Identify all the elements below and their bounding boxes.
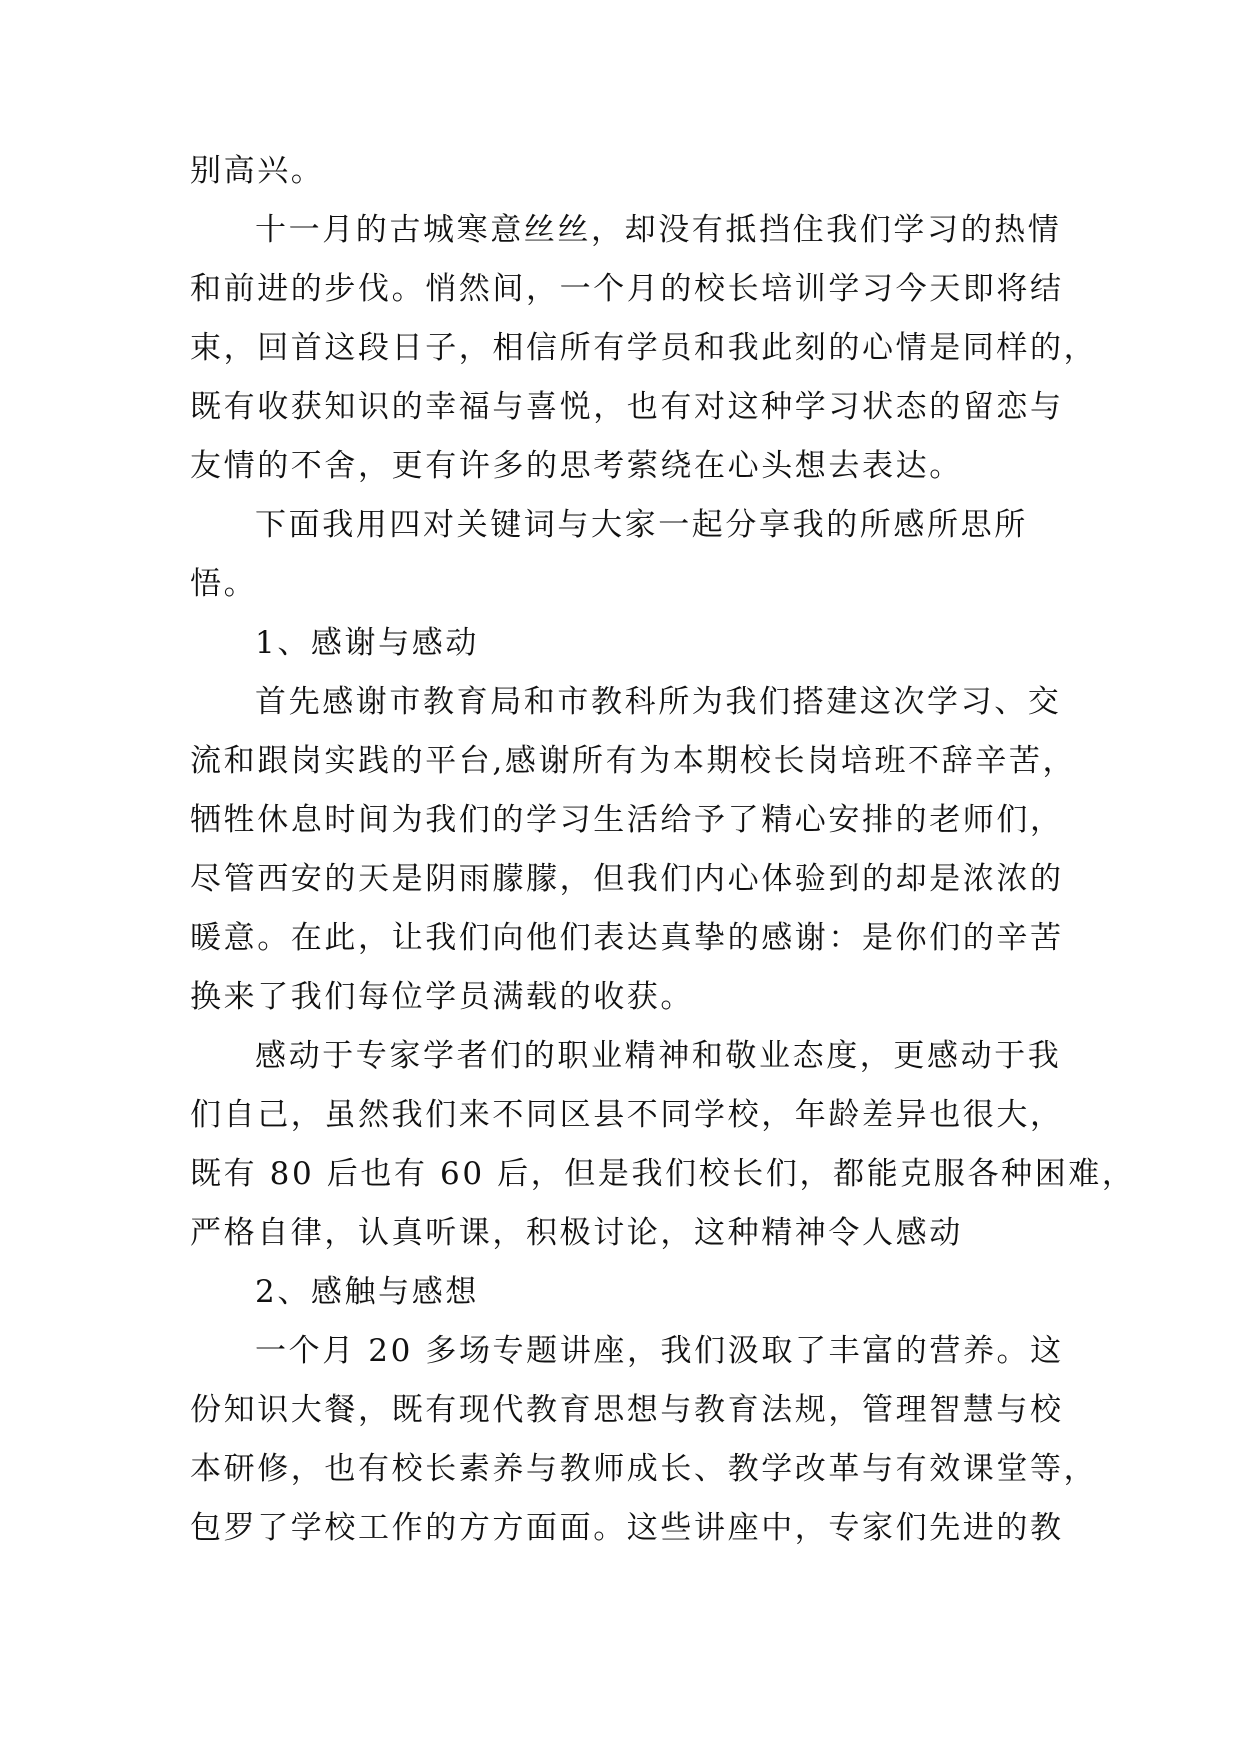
text-line-12: 牺牲休息时间为我们的学习生活给予了精心安排的老师们， [190, 802, 1064, 838]
text-line-23: 本研修，也有校长素养与教师成长、教学改革与有效课堂等， [190, 1451, 1098, 1487]
section-heading-2: 2、感触与感想 [255, 1274, 479, 1310]
text-line-24: 包罗了学校工作的方方面面。这些讲座中，专家们先进的教 [190, 1510, 1064, 1546]
text-line-16: 感动于专家学者们的职业精神和敬业态度，更感动于我 [255, 1038, 1062, 1074]
text-line-4: 束，回首这段日子，相信所有学员和我此刻的心情是同样的， [190, 330, 1098, 366]
text-line-13: 尽管西安的天是阴雨朦朦，但我们内心体验到的却是浓浓的 [190, 861, 1064, 897]
text-line-11: 流和跟岗实践的平台,感谢所有为本期校长岗培班不辞辛苦， [190, 743, 1077, 779]
text-line-22: 份知识大餐，既有现代教育思想与教育法规，管理智慧与校 [190, 1392, 1064, 1428]
text-line-7: 下面我用四对关键词与大家一起分享我的所感所思所 [255, 507, 1028, 543]
text-line-18: 既有 80 后也有 60 后，但是我们校长们，都能克服各种困难， [190, 1156, 1136, 1192]
text-line-19: 严格自律，认真听课，积极讨论，这种精神令人感动 [190, 1215, 963, 1251]
text-line-1: 别高兴。 [190, 153, 325, 189]
text-line-5: 既有收获知识的幸福与喜悦，也有对这种学习状态的留恋与 [190, 389, 1064, 425]
text-line-2: 十一月的古城寒意丝丝，却没有抵挡住我们学习的热情 [255, 212, 1062, 248]
text-line-14: 暖意。在此，让我们向他们表达真挚的感谢：是你们的辛苦 [190, 920, 1064, 956]
text-line-10: 首先感谢市教育局和市教科所为我们搭建这次学习、交 [255, 684, 1062, 720]
text-line-8: 悟。 [190, 566, 258, 602]
text-line-17: 们自己，虽然我们来不同区县不同学校，年龄差异也很大， [190, 1097, 1064, 1133]
section-heading-1: 1、感谢与感动 [255, 625, 479, 661]
text-line-21: 一个月 20 多场专题讲座，我们汲取了丰富的营养。这 [255, 1333, 1064, 1369]
text-line-3: 和前进的步伐。悄然间，一个月的校长培训学习今天即将结 [190, 271, 1064, 307]
text-line-15: 换来了我们每位学员满载的收获。 [190, 979, 694, 1015]
text-line-6: 友情的不舍，更有许多的思考萦绕在心头想去表达。 [190, 448, 963, 484]
